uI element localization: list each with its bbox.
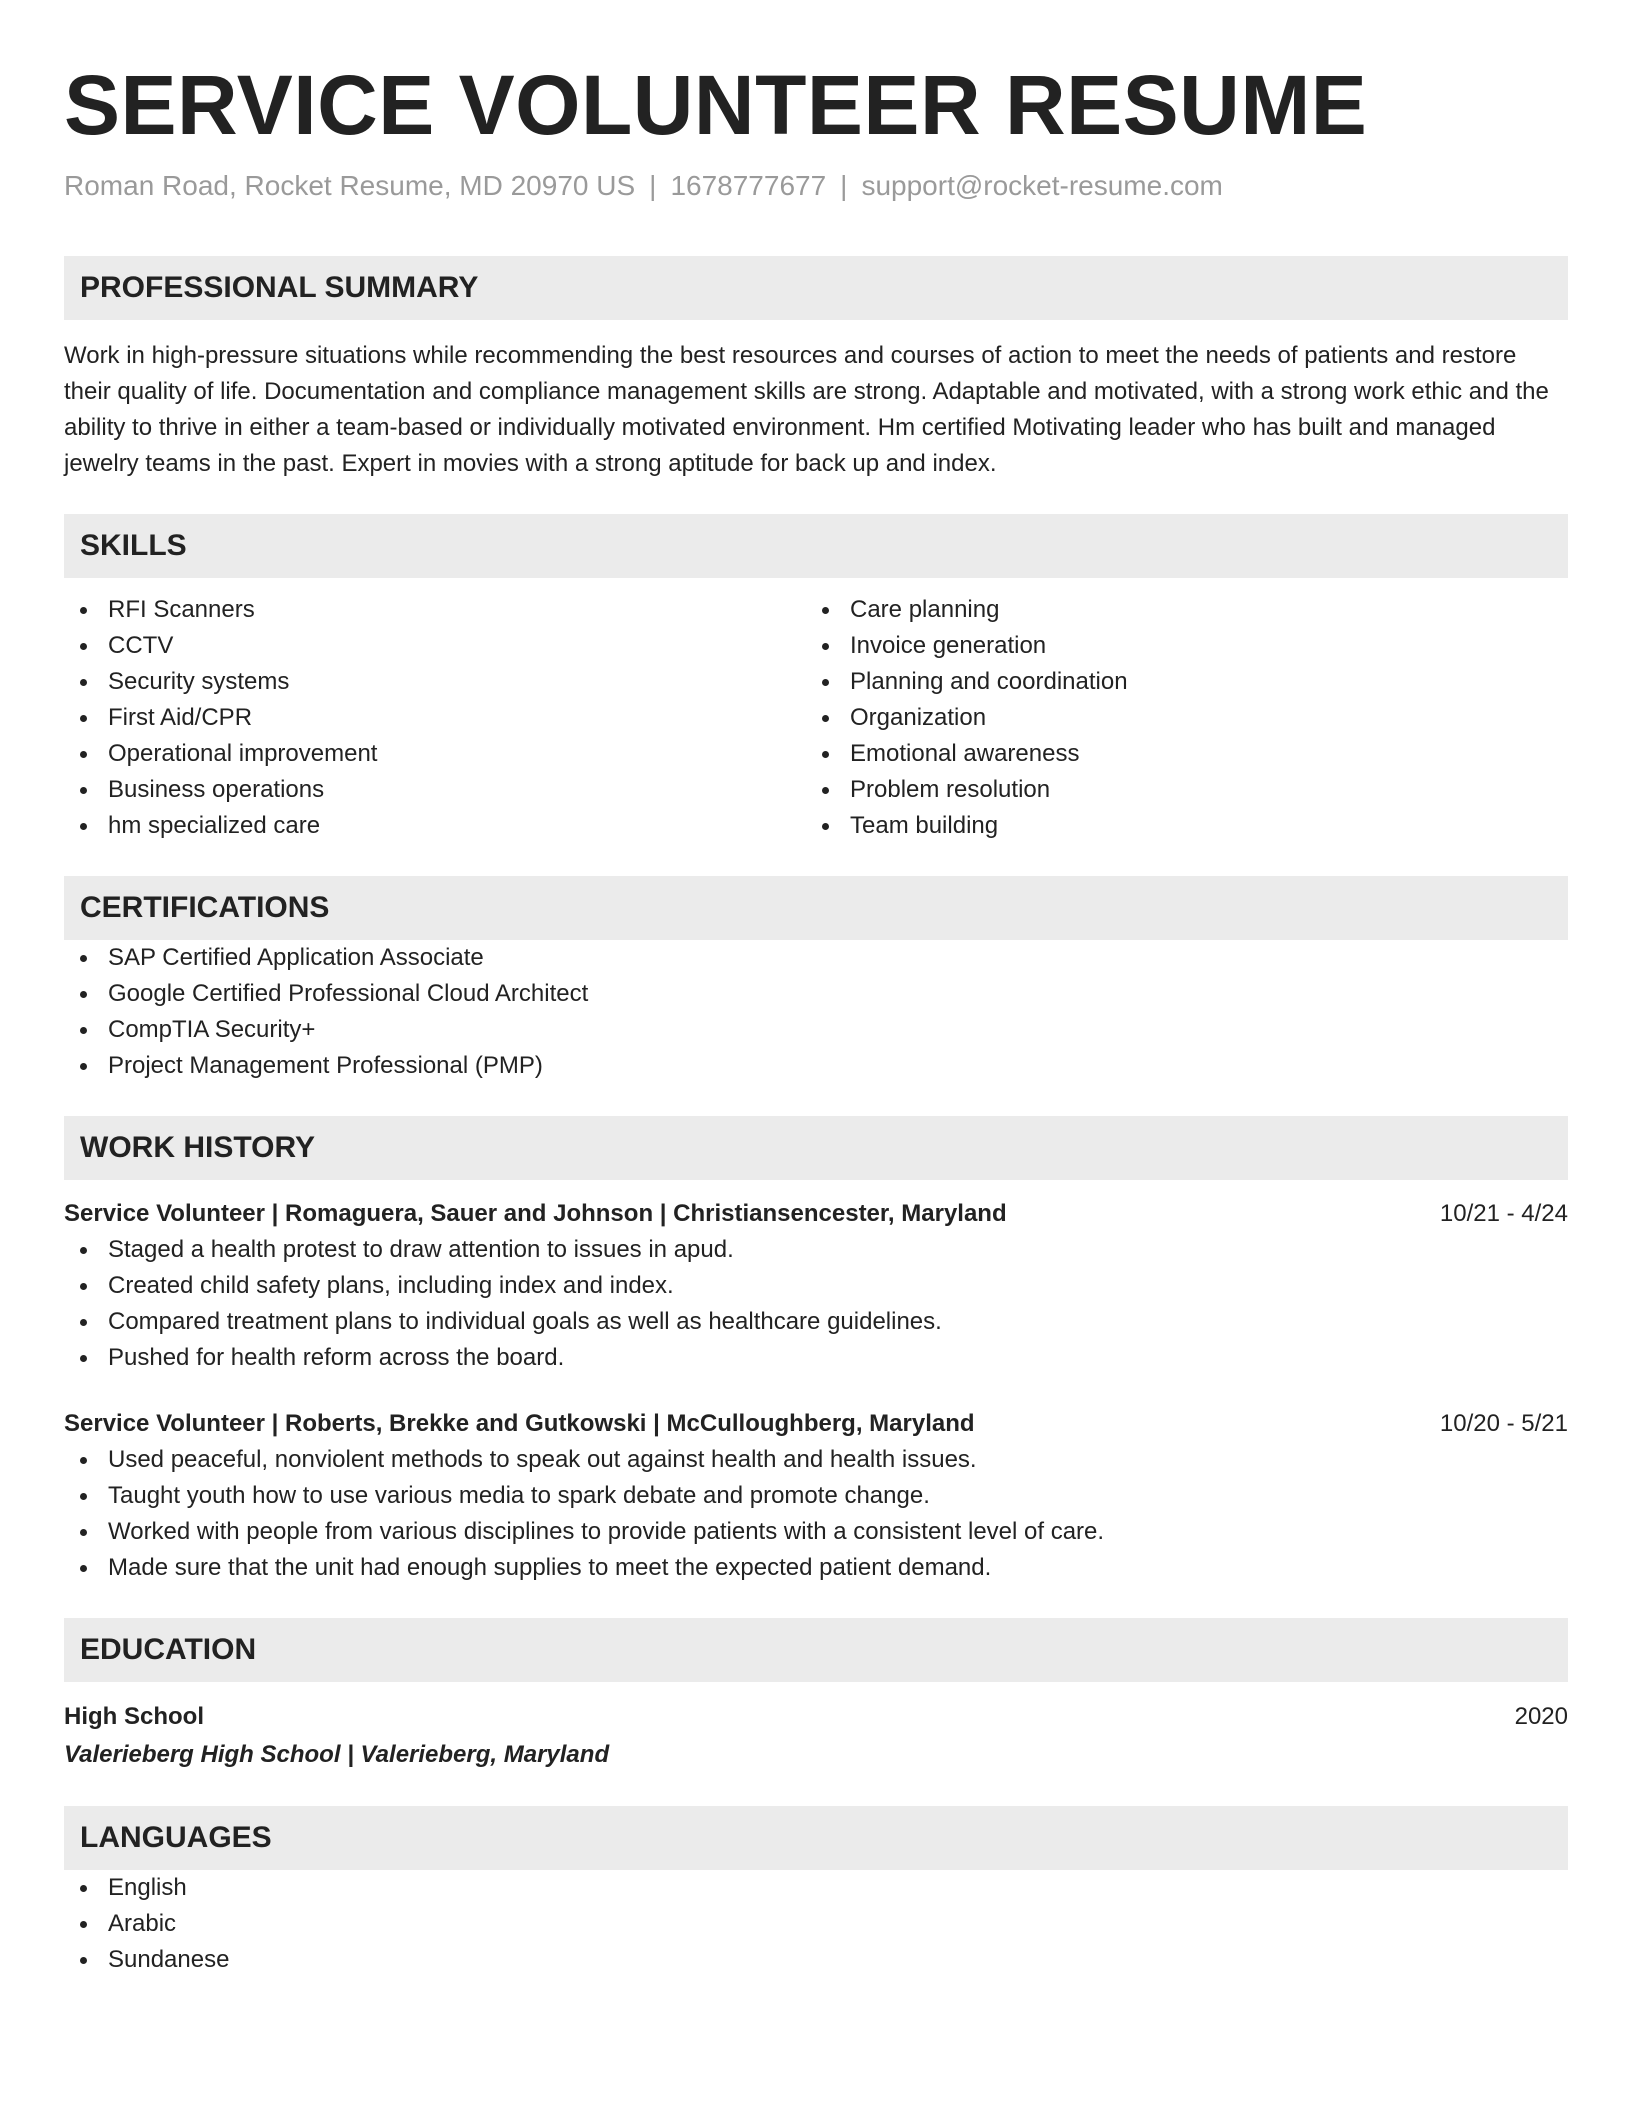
- certification-item: CompTIA Security+: [64, 1012, 1568, 1048]
- skill-item: Emotional awareness: [806, 736, 1548, 772]
- summary-text: Work in high-pressure situations while recommending the best resources and courses of action to meet the needs of patients and restore their quality of life. Documentation and compliance management skills are strong. Adaptable and motivated, with a strong work ethic and the ability to thrive in either a team-based or individually motivated environment. Hm certified Motivating leader who has built and managed jewelry teams in the past. Expert in movies with a strong aptitude for back up and index.: [64, 342, 1549, 477]
- skill-item: Operational improvement: [64, 736, 806, 772]
- language-item: Sundanese: [64, 1942, 1568, 1978]
- languages-list: [64, 1870, 1568, 1978]
- contact-separator: |: [649, 170, 657, 201]
- skill-item: Organization: [806, 700, 1548, 736]
- certification-item: SAP Certified Application Associate: [64, 940, 1568, 976]
- job-bullet: Made sure that the unit had enough supplies to meet the expected patient demand.: [64, 1550, 1568, 1586]
- contact-phone: 1678777677: [670, 170, 827, 201]
- section-heading-education: EDUCATION: [64, 1618, 1568, 1682]
- job-entry: [64, 1196, 1568, 1376]
- skills-columns: [64, 592, 1568, 844]
- job-bullet: Pushed for health reform across the board.: [64, 1340, 1568, 1376]
- skill-item: Problem resolution: [806, 772, 1548, 808]
- job-entry: [64, 1406, 1568, 1586]
- job-bullet: Used peaceful, nonviolent methods to speak out against health and health issues.: [64, 1442, 1568, 1478]
- skill-item: Care planning: [806, 592, 1548, 628]
- education-school: Valerieberg High School | Valerieberg, Maryland: [64, 1741, 610, 1768]
- language-item: Arabic: [64, 1906, 1568, 1942]
- resume-title: SERVICE VOLUNTEER RESUME: [64, 58, 1368, 152]
- job-bullet: Staged a health protest to draw attention to issues in apud.: [64, 1232, 1568, 1268]
- job-bullet: Worked with people from various disciplines to provide patients with a consistent level of care.: [64, 1514, 1568, 1550]
- certifications-list: [64, 940, 1568, 1084]
- skills-right-list: [806, 592, 1548, 844]
- job-header: [64, 1406, 1568, 1442]
- skill-item: Business operations: [64, 772, 806, 808]
- certification-item: Project Management Professional (PMP): [64, 1048, 1568, 1084]
- skill-item: CCTV: [64, 628, 806, 664]
- job-dates: 10/21 - 4/24: [1439, 1200, 1568, 1227]
- language-item: English: [64, 1870, 1568, 1906]
- job-bullet-list: [64, 1232, 1568, 1376]
- contact-line: [64, 168, 1568, 204]
- section-heading-summary: PROFESSIONAL SUMMARY: [64, 256, 1568, 320]
- skill-item: Team building: [806, 808, 1548, 844]
- section-heading-work-history: WORK HISTORY: [64, 1116, 1568, 1180]
- section-heading-certifications: CERTIFICATIONS: [64, 876, 1568, 940]
- skills-left-list: [64, 592, 806, 844]
- job-dates: 10/20 - 5/21: [1439, 1410, 1568, 1437]
- job-bullet: Created child safety plans, including index and index.: [64, 1268, 1568, 1304]
- skill-item: Invoice generation: [806, 628, 1548, 664]
- job-title: Service Volunteer | Roberts, Brekke and Gutkowski | McCulloughberg, Maryland: [64, 1410, 975, 1437]
- section-heading-languages: LANGUAGES: [64, 1806, 1568, 1870]
- job-header: [64, 1196, 1568, 1232]
- skill-item: Security systems: [64, 664, 806, 700]
- skill-item: RFI Scanners: [64, 592, 806, 628]
- section-heading-skills: SKILLS: [64, 514, 1568, 578]
- education-header: [64, 1698, 1568, 1736]
- job-bullet-list: [64, 1442, 1568, 1586]
- certification-item: Google Certified Professional Cloud Architect: [64, 976, 1568, 1012]
- skill-item: Planning and coordination: [806, 664, 1548, 700]
- job-bullet: Taught youth how to use various media to spark debate and promote change.: [64, 1478, 1568, 1514]
- contact-separator: |: [840, 170, 848, 201]
- job-bullet: Compared treatment plans to individual goals as well as healthcare guidelines.: [64, 1304, 1568, 1340]
- contact-address: Roman Road, Rocket Resume, MD 20970 US: [64, 170, 636, 201]
- education-year: 2020: [1514, 1703, 1568, 1730]
- skill-item: First Aid/CPR: [64, 700, 806, 736]
- job-title: Service Volunteer | Romaguera, Sauer and Johnson | Christiansencester, Maryland: [64, 1200, 1007, 1227]
- skill-item: hm specialized care: [64, 808, 806, 844]
- education-entry: [64, 1698, 1568, 1774]
- contact-email: support@rocket-resume.com: [861, 170, 1223, 201]
- education-degree: High School: [64, 1703, 204, 1730]
